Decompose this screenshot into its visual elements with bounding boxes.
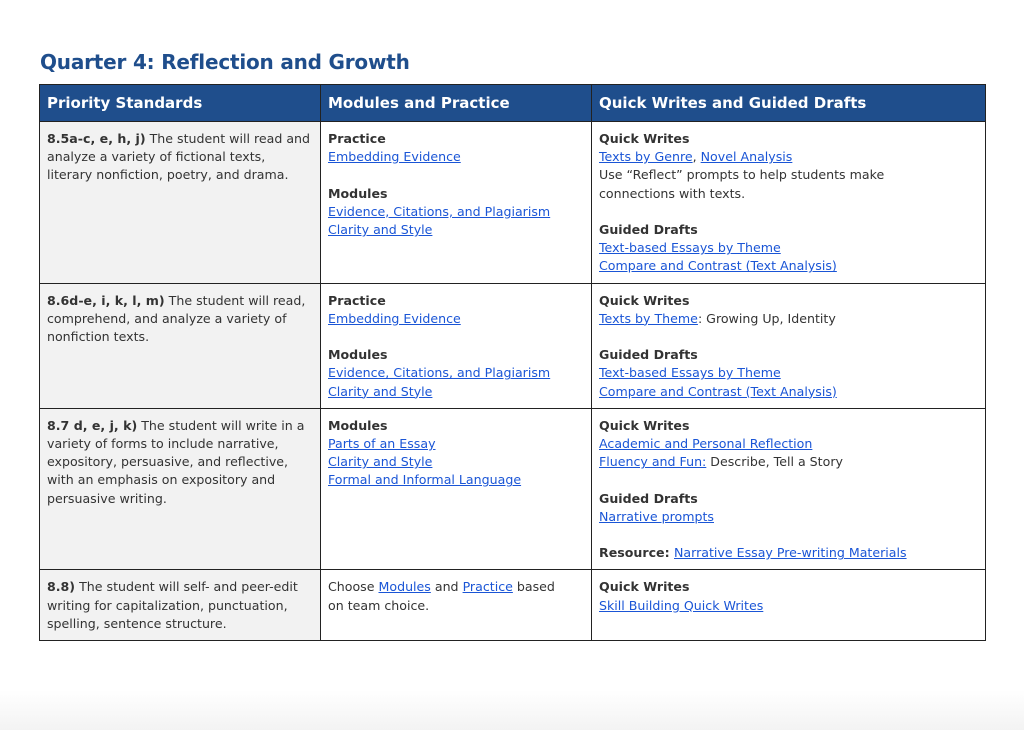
bold-label: 8.5a-c, e, h, j): [47, 131, 146, 146]
bold-label: Quick Writes: [599, 417, 690, 433]
bold-label: Guided Drafts: [599, 222, 698, 237]
header-modules-practice: Modules and Practice: [321, 85, 592, 122]
link[interactable]: Fluency and Fun:: [599, 454, 707, 470]
text-line: [328, 364, 584, 382]
bold-label: Guided Drafts: [599, 490, 698, 506]
text-line: [599, 544, 978, 562]
text-line: [599, 257, 978, 275]
text: The student will write in a variety of forms to include narrative, expository, persuasive, and reflective, with an emphasis on expository and persuasive writing.: [47, 417, 305, 506]
modules-cell: [321, 408, 592, 570]
text-line: [599, 383, 978, 401]
link[interactable]: Practice: [462, 579, 513, 595]
text-line: [328, 292, 584, 310]
text: based: [512, 579, 555, 595]
table-row: [40, 122, 986, 284]
text-line: [328, 383, 584, 401]
table-row: [40, 570, 986, 641]
standard-cell: [40, 122, 321, 284]
link[interactable]: Compare and Contrast (Text Analysis): [599, 383, 837, 399]
text-line: [599, 292, 978, 310]
quick-writes-cell: [592, 122, 986, 284]
text-line: [599, 148, 978, 166]
table-header-row: [40, 85, 986, 122]
text-line: [47, 417, 313, 508]
text-line: [599, 597, 978, 615]
bold-label: Quick Writes: [599, 292, 690, 308]
text-line: [328, 453, 584, 471]
text-line: [599, 221, 978, 239]
page-title: Quarter 4: Reflection and Growth: [40, 50, 410, 74]
blank-line: [599, 526, 978, 544]
modules-cell: [321, 570, 592, 641]
text-line: [328, 148, 584, 166]
link[interactable]: Clarity and Style: [328, 454, 433, 470]
page-bottom: [0, 690, 1024, 730]
text-line: [328, 346, 584, 364]
link[interactable]: Clarity and Style: [328, 383, 433, 399]
link[interactable]: Compare and Contrast (Text Analysis): [599, 258, 837, 274]
bold-label: 8.6d-e, i, k, l, m): [47, 292, 165, 308]
text-line: [328, 221, 584, 239]
bold-label: Quick Writes: [599, 131, 690, 146]
link[interactable]: Text-based Essays by Theme: [599, 240, 781, 256]
link[interactable]: Parts of an Essay: [328, 436, 436, 452]
link[interactable]: Skill Building Quick Writes: [599, 597, 764, 613]
text-line: [47, 292, 313, 347]
text-line: [328, 471, 584, 489]
text-line: [328, 185, 584, 203]
quick-writes-cell: [592, 570, 986, 641]
text-line: [328, 435, 584, 453]
bold-label: Modules: [328, 347, 388, 363]
text-line: [328, 130, 584, 148]
blank-line: [599, 203, 978, 221]
link[interactable]: Narrative Essay Pre-writing Materials: [674, 545, 907, 561]
text-line: [599, 239, 978, 257]
bold-label: Quick Writes: [599, 579, 690, 595]
link[interactable]: Modules: [378, 579, 431, 595]
blank-line: [599, 328, 978, 346]
link[interactable]: Narrative prompts: [599, 508, 714, 524]
text-line: [47, 130, 313, 185]
modules-cell: [321, 283, 592, 408]
bold-label: Guided Drafts: [599, 347, 698, 363]
bold-label: 8.8): [47, 579, 76, 595]
text-line: [328, 597, 584, 615]
text: Describe, Tell a Story: [706, 454, 843, 470]
text-line: [599, 453, 978, 471]
text-line: [599, 490, 978, 508]
text-line: [599, 185, 978, 203]
curriculum-table: [39, 84, 986, 641]
link[interactable]: Clarity and Style: [328, 222, 433, 237]
bold-label: 8.7 d, e, j, k): [47, 417, 138, 433]
header-priority-standards: Priority Standards: [40, 85, 321, 122]
quick-writes-cell: [592, 283, 986, 408]
text: Use “Reflect” prompts to help students make: [599, 167, 885, 183]
text-line: [599, 166, 978, 184]
text-line: [328, 310, 584, 328]
link[interactable]: Texts by Theme: [599, 310, 698, 326]
table-row: [40, 408, 986, 570]
bold-label: Modules: [328, 417, 388, 433]
text-line: [599, 310, 978, 328]
standard-cell: [40, 283, 321, 408]
header-quick-writes: Quick Writes and Guided Drafts: [592, 85, 986, 122]
link[interactable]: Embedding Evidence: [328, 149, 461, 165]
modules-cell: [321, 122, 592, 284]
standard-cell: [40, 570, 321, 641]
blank-line: [328, 166, 584, 184]
link[interactable]: Novel Analysis: [700, 149, 793, 165]
text-line: [599, 578, 978, 596]
text-line: [599, 364, 978, 382]
quick-writes-cell: [592, 408, 986, 570]
text: on team choice.: [328, 597, 430, 613]
link[interactable]: Embedding Evidence: [328, 310, 461, 326]
text: connections with texts.: [599, 185, 746, 201]
standard-cell: [40, 408, 321, 570]
link[interactable]: Text-based Essays by Theme: [599, 365, 781, 381]
bold-label: Practice: [328, 292, 386, 308]
text-line: [328, 203, 584, 221]
link[interactable]: Evidence, Citations, and Plagiarism: [328, 365, 551, 381]
table-row: [40, 283, 986, 408]
bold-label: Modules: [328, 185, 388, 201]
bold-label: Resource:: [599, 545, 674, 561]
text-line: [47, 578, 313, 633]
text-line: [599, 508, 978, 526]
text-line: [328, 578, 584, 596]
text-line: [599, 130, 978, 148]
text: : Growing Up, Identity: [697, 310, 836, 326]
text: The student will self- and peer-edit writing for capitalization, punctuation, spelling, sentence structure.: [47, 579, 298, 631]
blank-line: [599, 471, 978, 489]
text: The student will read and analyze a variety of fictional texts, literary nonfiction, poetry, and drama.: [47, 131, 311, 183]
text-line: [328, 417, 584, 435]
text: The student will read, comprehend, and analyze a variety of nonfiction texts.: [47, 292, 306, 345]
text-line: [599, 435, 978, 453]
link[interactable]: Texts by Genre: [599, 149, 693, 165]
text: and: [430, 579, 463, 595]
link[interactable]: Academic and Personal Reflection: [599, 436, 813, 452]
text-line: [599, 346, 978, 364]
bold-label: Practice: [328, 131, 386, 146]
link[interactable]: Formal and Informal Language: [328, 472, 522, 488]
text-line: [599, 417, 978, 435]
text: Choose: [328, 579, 379, 595]
blank-line: [328, 328, 584, 346]
text: ,: [692, 149, 701, 165]
link[interactable]: Evidence, Citations, and Plagiarism: [328, 203, 551, 219]
